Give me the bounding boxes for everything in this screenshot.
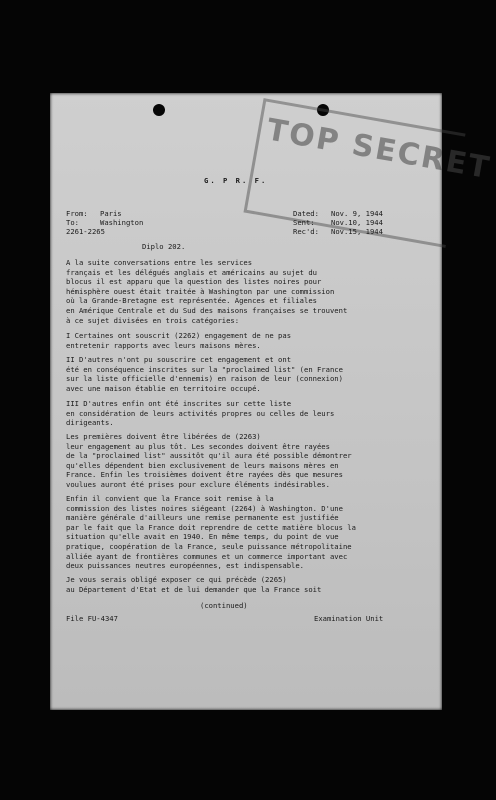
dated-label: Dated:: [293, 209, 319, 218]
paragraph-intro: A la suite conversations entre les services français et les délégués anglais et américains au sujet du blocus il est apparu que la question des listes noires pour hémisphère ouest était traitée à Washington par une commission où la Grande-Bretagne est représentée. Agences et filiales en Amérique Centrale et du Sud des maisons françaises se trouvent à ce sujet divisées en trois catégories:: [66, 258, 348, 325]
paragraph-category-2: II D'autres n'ont pu souscrire cet engagement et ont été en conséquence inscrites sur la "proclaimed list" (en France sur la liste officielle d'ennemis) en raison de leur (connexion) avec une maison établie en territoire occupé.: [66, 355, 343, 393]
paragraph-category-1: I Certaines ont souscrit (2262) engagement de ne pas entretenir rapports avec leurs maisons mères.: [66, 331, 292, 350]
dated-value: Nov. 9, 1944: [331, 209, 383, 218]
to-label: To:: [66, 218, 79, 227]
examination-unit: Examination Unit: [314, 614, 384, 623]
paragraph-commission: Enfin il convient que la France soit remise à la commission des listes noires siégeant (2264) à Washington. D'une manière générale d'ailleurs une remise permanente est justifiée par le fait que la France doit reprendre de cette matière blocus la situation qu'elle avait en 1940. En même temps, du point de vue pratique, coopération de la France, seule puissance métropolitaine alliée ayant de frontières communes et un commerce important avec deux puissances neutres européennes, est indispensable.: [66, 494, 356, 571]
to-value: Washington: [100, 218, 144, 227]
sent-value: Nov.10, 1944: [331, 218, 383, 227]
paragraph-request: Je vous serais obligé exposer ce qui précède (2265) au Département d'Etat et de lui demander que la France soit: [66, 575, 322, 594]
paragraph-category-3: III D'autres enfin ont été inscrites sur cette liste en considération de leurs activités propres ou celles de leurs dirigeants.: [66, 399, 335, 428]
document-page: [50, 93, 494, 710]
diplo-number: Diplo 202.: [142, 242, 186, 251]
file-number: File FU-4347: [66, 614, 118, 623]
reference-numbers: 2261-2265: [66, 227, 105, 236]
from-label: From:: [66, 209, 88, 218]
continued-note: (continued): [200, 601, 248, 610]
from-value: Paris: [100, 209, 122, 218]
top-secret-stamp: TOP SECRET: [243, 98, 465, 248]
received-value: Nov.15, 1944: [331, 227, 383, 236]
paragraph-liberation: Les premières doivent être libérées de (2263) leur engagement au plus tôt. Les secondes doivent être rayées de la "proclaimed list" aussitôt qu'il aura été possible démontrer qu'elles dépendent bien exclusivement de leurs maisons mères en France. Enfin les troisièmes doivent être rayées dès que mesures voulues auront été prises pour exclure éléments indésirables.: [66, 432, 352, 489]
telegram-body: [50, 93, 442, 710]
document-header: G. P R. F.: [204, 176, 268, 185]
sent-label: Sent:: [293, 218, 315, 227]
received-label: Rec'd:: [293, 227, 319, 236]
